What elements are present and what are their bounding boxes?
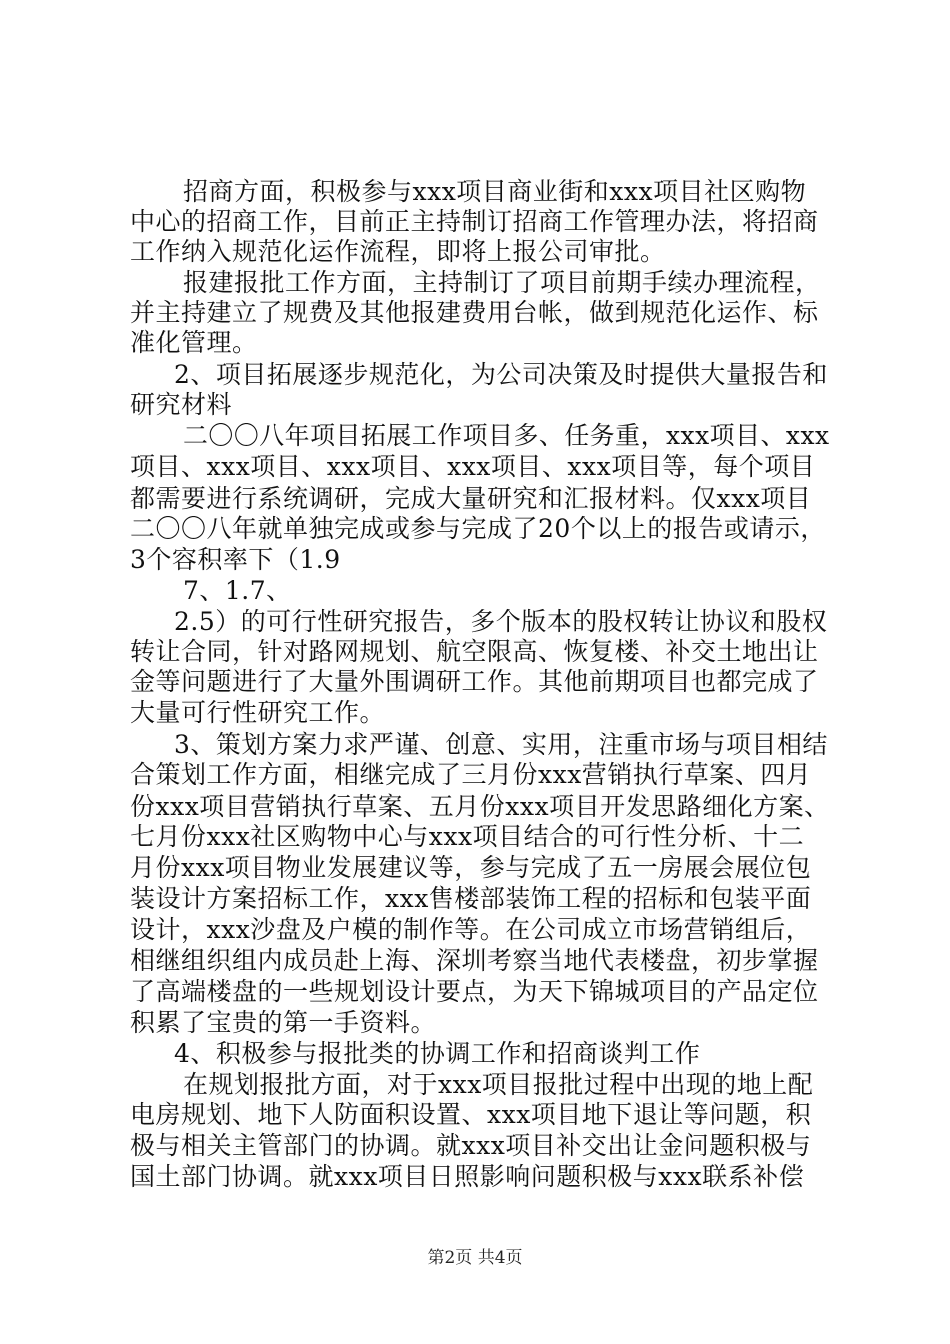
text-line: 份xxx项目营销执行草案、五月份xxx项目开发思路细化方案、 — [130, 792, 830, 821]
text-line: 装设计方案招标工作，xxx售楼部装饰工程的招标和包装平面 — [130, 884, 812, 913]
text-line: 工作纳入规范化运作流程，即将上报公司审批。 — [130, 237, 666, 266]
text-line: 相继组织组内成员赴上海、深圳考察当地代表楼盘，初步掌握 — [130, 946, 819, 975]
text-line: 在规划报批方面，对于xxx项目报批过程中出现的地上配 — [183, 1070, 814, 1099]
text-line: 电房规划、地下人防面积设置、xxx项目地下退让等问题，积 — [130, 1100, 812, 1129]
text-line: 二〇〇八年就单独完成或参与完成了20个以上的报告或请示， — [130, 514, 826, 543]
section-heading: 3、策划方案力求严谨、创意、实用，注重市场与项目相结 — [174, 730, 828, 759]
text-line: 项目、xxx项目、xxx项目、xxx项目、xxx项目等，每个项目 — [130, 452, 816, 481]
text-line: 招商方面，积极参与xxx项目商业街和xxx项目社区购物 — [183, 177, 807, 206]
text-line: 合策划工作方面，相继完成了三月份xxx营销执行草案、四月 — [130, 760, 812, 789]
text-line: 设计，xxx沙盘及户模的制作等。在公司成立市场营销组后， — [130, 915, 812, 944]
text-line: 积累了宝贵的第一手资料。 — [130, 1008, 437, 1037]
text-line: 中心的招商工作，目前正主持制订招商工作管理办法，将招商 — [130, 207, 819, 236]
text-line: 7、1.7、 — [183, 576, 292, 605]
text-line: 了高端楼盘的一些规划设计要点，为天下锦城项目的产品定位 — [130, 977, 819, 1006]
text-line: 报建报批工作方面，主持制订了项目前期手续办理流程， — [183, 268, 821, 297]
text-line: 准化管理。 — [130, 328, 258, 357]
section-heading: 2、项目拓展逐步规范化，为公司决策及时提供大量报告和 — [174, 360, 828, 389]
text-line: 3个容积率下（1.9 — [130, 545, 341, 574]
section-heading: 4、积极参与报批类的协调工作和招商谈判工作 — [174, 1039, 701, 1068]
text-line: 二〇〇八年项目拓展工作项目多、任务重，xxx项目、xxx — [183, 421, 830, 450]
text-line: 大量可行性研究工作。 — [130, 698, 386, 727]
page-number-footer: 第2页 共4页 — [427, 1248, 523, 1268]
text-line: 金等问题进行了大量外围调研工作。其他前期项目也都完成了 — [130, 667, 819, 696]
text-line: 转让合同，针对路网规划、航空限高、恢复楼、补交土地出让 — [130, 637, 819, 666]
section-heading: 研究材料 — [130, 390, 233, 419]
text-line: 2.5）的可行性研究报告，多个版本的股权转让协议和股权 — [174, 607, 828, 636]
text-line: 七月份xxx社区购物中心与xxx项目结合的可行性分析、十二 — [130, 822, 805, 851]
text-line: 国土部门协调。就xxx项目日照影响问题积极与xxx联系补偿 — [130, 1162, 805, 1191]
text-line: 极与相关主管部门的协调。就xxx项目补交出让金问题积极与 — [130, 1131, 812, 1160]
text-line: 并主持建立了规费及其他报建费用台帐，做到规范化运作、标 — [130, 298, 819, 327]
text-line: 月份xxx项目物业发展建议等，参与完成了五一房展会展位包 — [130, 853, 812, 882]
text-line: 都需要进行系统调研，完成大量研究和汇报材料。仅xxx项目 — [130, 484, 812, 513]
